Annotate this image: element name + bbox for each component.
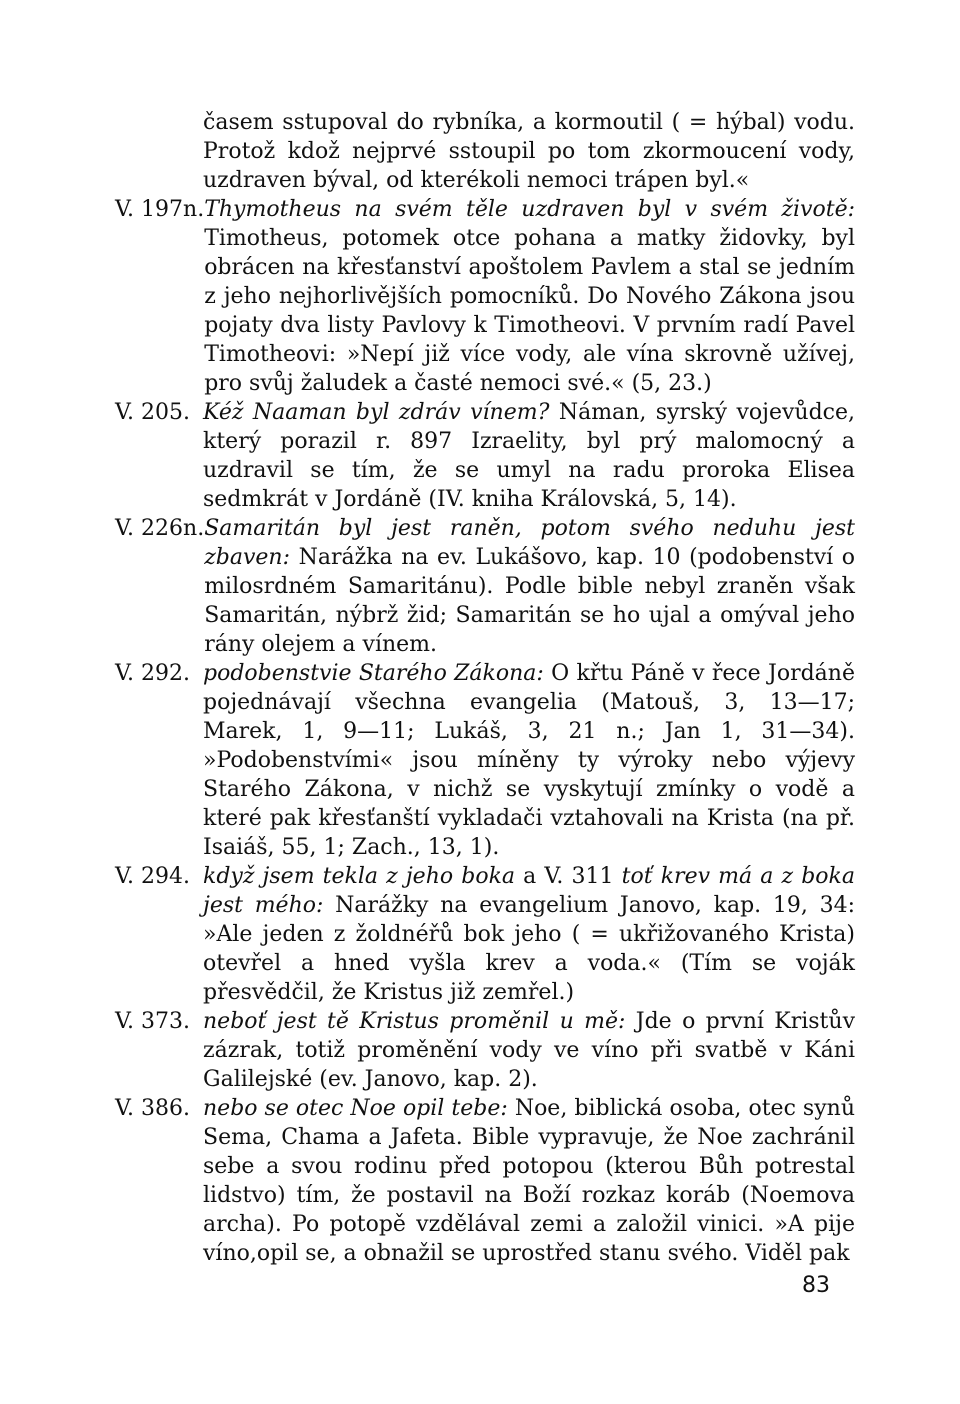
verse-number: V. 292. [115,661,191,686]
note-entry [115,1007,855,1094]
note-mid: a V. 311 [523,864,614,889]
verse-number: V. 386. [115,1096,191,1121]
note-text: Timotheus, potomek otce pohana a matky židovky, byl obrácen na křesťanství apoštolem Pavlem a stal se jedním z jeho nejhorlivějších pomocníků. Do Nového Zákona jsou pojaty dva listy Pavlovy k Timotheovi. V prvním radí Pavel Timotheovi: »Nepí již více vody, ale vína skrovně užívej, pro svůj žaludek a časté nemoci své.« (5, 23.) [204,226,855,396]
note-entry [115,514,855,659]
lemma: neboť jest tě Kristus proměnil u mě: [203,1009,626,1034]
notes-text [115,108,855,1268]
lemma: když jsem tekla z jeho boka [203,864,516,889]
note-entry [115,398,855,514]
lemma: podobenstvie Starého Zákona: [203,661,544,686]
verse-number: V. 373. [115,1009,191,1034]
note-entry [115,862,855,1007]
lemma: Kéž Naaman byl zdráv vínem? [203,400,550,425]
lemma: Samaritán byl jest raněn, potom svého neduhu jest zbaven: [204,516,855,570]
note-entry [115,1094,855,1268]
verse-number: V. 205. [115,400,191,425]
note-entry [115,195,855,398]
lemma-second: toť krev má a z boka jest mého: [203,864,855,918]
verse-number: V. 226n. [115,516,205,541]
note-text: Narážky na evangelium Janovo, kap. 19, 34: »Ale jeden z žoldnéřů bok jeho ( = ukřižovaného Krista) otevřel a hned vyšla krev a voda.« (Tím se voják přesvědčil, že Kristus již zemřel.) [203,893,856,1005]
note-body [203,398,855,514]
note-text: Náman, syrský vojevůdce, který porazil r. 897 Izraelity, byl prý malomocný a uzdravil se tím, že se umyl na radu proroka Elisea sedmkrát v Jordáně (IV. kniha Královská, 5, 14). [203,400,856,512]
note-text: Noe, biblická osoba, otec synů Sema, Chama a Jafeta. Bible vypravuje, že Noe zachránil sebe a svou rodinu před potopou (kterou Bůh potrestal lidstvo) tím, že postavil na Boží rozkaz koráb (Noemova archa). Po potopě vzdělával zemi a založil vinici. »A pije víno,opil se, a obnažil se uprostřed stanu svého. Viděl pak [203,1096,855,1266]
verse-number: V. 294. [115,864,191,889]
note-body [204,514,855,659]
note-body [204,195,855,398]
note-body [203,659,855,862]
note-body [203,1094,855,1268]
note-text: Narážka na ev. Lukášovo, kap. 10 (podobenství o milosrdném Samaritánu). Podle bible nebyl zraněn však Samaritán, nýbrž žid; Samaritán se ho ujal a omýval jeho rány olejem a vínem. [204,545,856,657]
note-text: O křtu Páně v řece Jordáně pojednávají všechna evangelia (Matouš, 3, 13—17; Marek, 1, 9—11; Lukáš, 3, 21 n.; Jan 1, 31—34). »Podobenstvími« jsou míněny ty výroky nebo výjevy Starého Zákona, v nichž se vyskytují zmínky o vodě a které pak křesťanští vykladači vztahovali na Krista (na př. Isaiáš, 55, 1; Zach., 13, 1). [203,661,855,860]
note-entry [115,659,855,862]
page-number: 83 [802,1273,830,1298]
verse-number: V. 197n. [115,197,205,222]
continuation-paragraph: časem sstupoval do rybníka, a kormoutil ( = hýbal) vodu. Protož kdož nejprvé sstoupil po tom zkormoucení vody, uzdraven býval, od kterékoli nemoci trápen byl.« [203,110,855,193]
note-body [203,862,855,1007]
note-text: Jde o první Kristův zázrak, totiž proměnění vody ve víno při svatbě v Káni Galilejské (ev. Janovo, kap. 2). [203,1009,855,1092]
note-body [203,1007,855,1094]
lemma: Thymotheus na svém těle uzdraven byl v svém životě: [204,197,855,222]
lemma: nebo se otec Noe opil tebe: [203,1096,508,1121]
